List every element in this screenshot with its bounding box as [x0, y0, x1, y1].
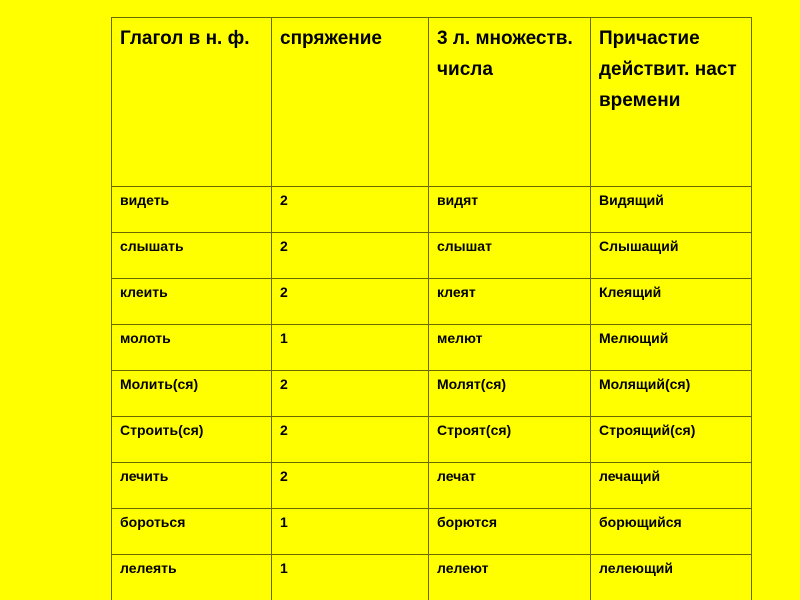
cell-participle: Строящий(ся)	[591, 417, 752, 463]
cell-third-person-plural: мелют	[429, 325, 591, 371]
cell-participle: борющийся	[591, 509, 752, 555]
cell-participle: лелеющий	[591, 555, 752, 600]
cell-conjugation: 2	[272, 463, 429, 509]
cell-infinitive: молоть	[112, 325, 272, 371]
cell-participle: Молящий(ся)	[591, 371, 752, 417]
cell-third-person-plural: борются	[429, 509, 591, 555]
cell-third-person-plural: клеят	[429, 279, 591, 325]
cell-infinitive: видеть	[112, 187, 272, 233]
cell-participle: Клеящий	[591, 279, 752, 325]
cell-conjugation: 2	[272, 279, 429, 325]
table-row	[112, 187, 752, 233]
cell-third-person-plural: видят	[429, 187, 591, 233]
table-row	[112, 279, 752, 325]
table-row	[112, 555, 752, 600]
cell-conjugation: 2	[272, 417, 429, 463]
cell-third-person-plural: лелеют	[429, 555, 591, 600]
cell-participle: Видящий	[591, 187, 752, 233]
header-conjugation: спряжение	[272, 18, 429, 187]
table-row	[112, 233, 752, 279]
cell-infinitive: Строить(ся)	[112, 417, 272, 463]
header-infinitive: Глагол в н. ф.	[112, 18, 272, 187]
cell-third-person-plural: Строят(ся)	[429, 417, 591, 463]
cell-third-person-plural: лечат	[429, 463, 591, 509]
table-row	[112, 463, 752, 509]
cell-participle: лечащий	[591, 463, 752, 509]
table-header-row	[112, 18, 752, 187]
cell-third-person-plural: Молят(ся)	[429, 371, 591, 417]
cell-infinitive: лечить	[112, 463, 272, 509]
cell-infinitive: бороться	[112, 509, 272, 555]
cell-infinitive: лелеять	[112, 555, 272, 600]
cell-infinitive: клеить	[112, 279, 272, 325]
header-third-person-plural: 3 л. множеств. числа	[429, 18, 591, 187]
table-row	[112, 325, 752, 371]
cell-conjugation: 2	[272, 371, 429, 417]
cell-conjugation: 1	[272, 555, 429, 600]
table-row	[112, 417, 752, 463]
cell-participle: Слышащий	[591, 233, 752, 279]
cell-conjugation: 1	[272, 509, 429, 555]
cell-infinitive: Молить(ся)	[112, 371, 272, 417]
cell-third-person-plural: слышат	[429, 233, 591, 279]
table-row	[112, 371, 752, 417]
cell-conjugation: 2	[272, 187, 429, 233]
verb-table	[111, 17, 752, 600]
cell-participle: Мелющий	[591, 325, 752, 371]
header-present-active-participle: Причастие действит. наст времени	[591, 18, 752, 187]
table-row	[112, 509, 752, 555]
cell-conjugation: 1	[272, 325, 429, 371]
cell-conjugation: 2	[272, 233, 429, 279]
cell-infinitive: слышать	[112, 233, 272, 279]
